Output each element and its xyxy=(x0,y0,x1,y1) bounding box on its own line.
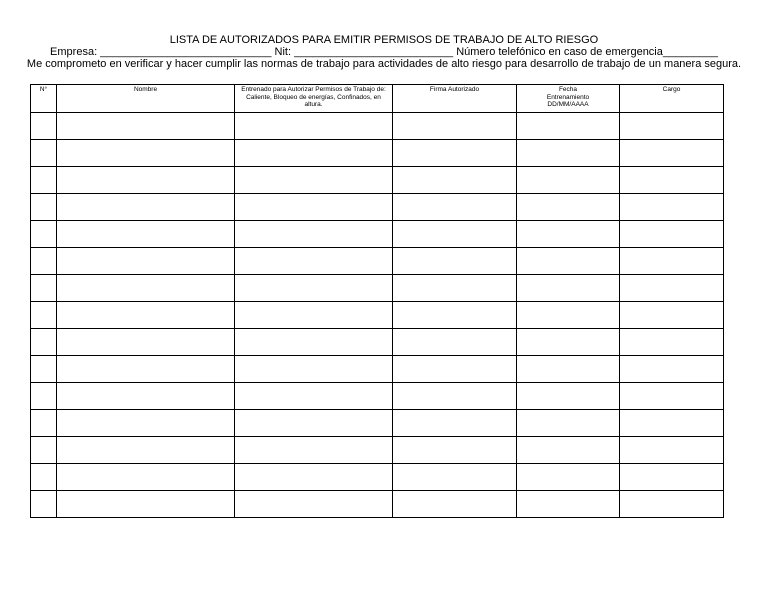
cell-signature[interactable] xyxy=(393,302,517,329)
cell-training[interactable] xyxy=(235,410,393,437)
column-header-training: Entrenado para Autorizar Permisos de Trabajo de: Caliente, Bloqueo de energías, Confinados, en altura. xyxy=(235,85,393,113)
cell-signature[interactable] xyxy=(393,140,517,167)
cell-name[interactable] xyxy=(57,329,235,356)
column-header-position: Cargo xyxy=(620,85,724,113)
cell-training-date[interactable] xyxy=(517,248,620,275)
cell-name[interactable] xyxy=(57,437,235,464)
table-row xyxy=(31,302,724,329)
cell-training-date[interactable] xyxy=(517,410,620,437)
cell-number[interactable] xyxy=(31,140,57,167)
cell-position[interactable] xyxy=(620,410,724,437)
cell-training-date[interactable] xyxy=(517,356,620,383)
cell-training-date[interactable] xyxy=(517,194,620,221)
cell-name[interactable] xyxy=(57,113,235,140)
cell-position[interactable] xyxy=(620,113,724,140)
cell-position[interactable] xyxy=(620,356,724,383)
cell-signature[interactable] xyxy=(393,329,517,356)
cell-number[interactable] xyxy=(31,437,57,464)
cell-number[interactable] xyxy=(31,275,57,302)
cell-signature[interactable] xyxy=(393,167,517,194)
cell-position[interactable] xyxy=(620,221,724,248)
cell-number[interactable] xyxy=(31,248,57,275)
form-title: LISTA DE AUTORIZADOS PARA EMITIR PERMISOS DE TRABAJO DE ALTO RIESGO xyxy=(169,34,599,46)
cell-training[interactable] xyxy=(235,356,393,383)
column-header-name: Nombre xyxy=(57,85,235,113)
cell-name[interactable] xyxy=(57,275,235,302)
table-row xyxy=(31,113,724,140)
cell-signature[interactable] xyxy=(393,113,517,140)
cell-number[interactable] xyxy=(31,383,57,410)
cell-name[interactable] xyxy=(57,302,235,329)
cell-signature[interactable] xyxy=(393,437,517,464)
column-header-training-date: Fecha Entrenamiento DD/MM/AAAA xyxy=(517,85,620,113)
cell-signature[interactable] xyxy=(393,491,517,518)
cell-signature[interactable] xyxy=(393,356,517,383)
cell-position[interactable] xyxy=(620,248,724,275)
cell-number[interactable] xyxy=(31,113,57,140)
table-row xyxy=(31,329,724,356)
cell-position[interactable] xyxy=(620,140,724,167)
table-row xyxy=(31,464,724,491)
cell-name[interactable] xyxy=(57,167,235,194)
cell-number[interactable] xyxy=(31,302,57,329)
cell-signature[interactable] xyxy=(393,410,517,437)
cell-training[interactable] xyxy=(235,275,393,302)
cell-number[interactable] xyxy=(31,167,57,194)
table-row xyxy=(31,383,724,410)
company-info-line: Empresa: ____________________________ Nit: __________________________ Número telefónico en caso de emergencia_________ xyxy=(50,46,718,58)
cell-name[interactable] xyxy=(57,410,235,437)
cell-name[interactable] xyxy=(57,491,235,518)
cell-training-date[interactable] xyxy=(517,275,620,302)
table-body xyxy=(31,113,724,518)
cell-signature[interactable] xyxy=(393,248,517,275)
cell-position[interactable] xyxy=(620,437,724,464)
cell-position[interactable] xyxy=(620,491,724,518)
cell-position[interactable] xyxy=(620,329,724,356)
cell-signature[interactable] xyxy=(393,464,517,491)
cell-name[interactable] xyxy=(57,383,235,410)
cell-position[interactable] xyxy=(620,464,724,491)
cell-signature[interactable] xyxy=(393,275,517,302)
cell-name[interactable] xyxy=(57,194,235,221)
cell-training-date[interactable] xyxy=(517,140,620,167)
cell-training[interactable] xyxy=(235,113,393,140)
table-row xyxy=(31,356,724,383)
cell-number[interactable] xyxy=(31,329,57,356)
cell-training[interactable] xyxy=(235,167,393,194)
cell-training-date[interactable] xyxy=(517,383,620,410)
cell-training[interactable] xyxy=(235,248,393,275)
cell-name[interactable] xyxy=(57,248,235,275)
cell-name[interactable] xyxy=(57,464,235,491)
cell-name[interactable] xyxy=(57,356,235,383)
table-row xyxy=(31,491,724,518)
cell-position[interactable] xyxy=(620,383,724,410)
cell-position[interactable] xyxy=(620,167,724,194)
table-row xyxy=(31,275,724,302)
table-row xyxy=(31,167,724,194)
cell-name[interactable] xyxy=(57,221,235,248)
authorized-list-table xyxy=(30,84,724,518)
table-row xyxy=(31,221,724,248)
column-header-signature: Firma Autorizado xyxy=(393,85,517,113)
cell-training[interactable] xyxy=(235,194,393,221)
table-row xyxy=(31,437,724,464)
cell-training-date[interactable] xyxy=(517,302,620,329)
column-header-number: N° xyxy=(31,85,57,113)
table-row xyxy=(31,140,724,167)
cell-position[interactable] xyxy=(620,302,724,329)
cell-number[interactable] xyxy=(31,491,57,518)
cell-signature[interactable] xyxy=(393,194,517,221)
cell-training-date[interactable] xyxy=(517,167,620,194)
table-row xyxy=(31,410,724,437)
commitment-statement: Me comprometo en verificar y hacer cumplir las normas de trabajo para actividades de alto riesgo para desarrollo de trabajo de un manera segura. xyxy=(26,58,742,70)
cell-training[interactable] xyxy=(235,221,393,248)
cell-training-date[interactable] xyxy=(517,329,620,356)
cell-number[interactable] xyxy=(31,356,57,383)
cell-training[interactable] xyxy=(235,383,393,410)
cell-signature[interactable] xyxy=(393,383,517,410)
cell-position[interactable] xyxy=(620,194,724,221)
cell-number[interactable] xyxy=(31,221,57,248)
cell-number[interactable] xyxy=(31,410,57,437)
cell-number[interactable] xyxy=(31,194,57,221)
cell-position[interactable] xyxy=(620,275,724,302)
cell-training-date[interactable] xyxy=(517,491,620,518)
cell-number[interactable] xyxy=(31,464,57,491)
cell-training[interactable] xyxy=(235,464,393,491)
cell-signature[interactable] xyxy=(393,221,517,248)
cell-training[interactable] xyxy=(235,302,393,329)
cell-training[interactable] xyxy=(235,140,393,167)
table-row xyxy=(31,194,724,221)
cell-training-date[interactable] xyxy=(517,221,620,248)
cell-training[interactable] xyxy=(235,437,393,464)
table-header-row xyxy=(31,85,724,113)
form-header xyxy=(0,34,768,70)
cell-training-date[interactable] xyxy=(517,113,620,140)
cell-name[interactable] xyxy=(57,140,235,167)
cell-training-date[interactable] xyxy=(517,437,620,464)
cell-training[interactable] xyxy=(235,491,393,518)
cell-training[interactable] xyxy=(235,329,393,356)
table-row xyxy=(31,248,724,275)
cell-training-date[interactable] xyxy=(517,464,620,491)
